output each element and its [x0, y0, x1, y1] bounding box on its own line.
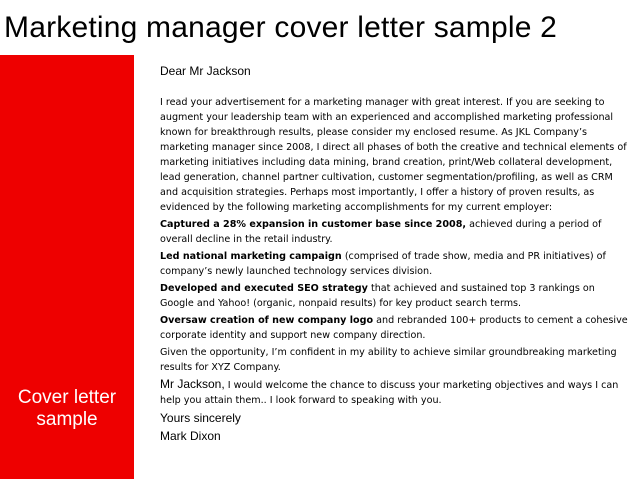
signoff: Yours sincerely [160, 411, 241, 425]
accomplishment-highlight: Led national marketing campaign [160, 251, 342, 262]
page-title: Marketing manager cover letter sample 2 [4, 11, 558, 44]
letter-body [160, 63, 628, 444]
accomplishment-highlight: Oversaw creation of new company logo [160, 315, 374, 326]
accomplishment-highlight: Captured a 28% expansion in customer base since 2008, [160, 219, 467, 230]
intro-paragraph: I read your advertisement for a marketing manager with great interest. If you are seeking to augment your leadership team with an experienced and accomplished marketing professional known for breakthrough results, please consider my enclosed resume. As JKL Company’s marketing manager since 2008, I direct all phases of both the creative and technical elements of marketing initiatives including data mining, brand creation, print/Web collateral development, lead generation, channel partner cultivation, customer segmentation/profiling, as well as CRM and acquisition strategies. Perhaps most importantly, I offer a history of proven results, as evidenced by the following marketing accomplishments for my current employer: [160, 97, 627, 213]
accomplishment-item [160, 217, 628, 247]
closing-text: I would welcome the chance to discuss your marketing objectives and ways I can help you attain them.. I look forward to speaking with you. [160, 380, 619, 406]
accomplishment-item [160, 313, 628, 343]
accomplishment-text: (comprised of trade show, media and PR initiatives) of company’s newly launched technology services division. [160, 251, 606, 277]
accomplishment-text: and rebranded 100+ products to cement a cohesive corporate identity and support new company direction. [160, 315, 628, 341]
accomplishment-highlight: Developed and executed SEO strategy [160, 283, 368, 294]
closing-paragraph [160, 377, 628, 408]
signature: Mark Dixon [160, 429, 221, 443]
greeting: Dear Mr Jackson [160, 64, 251, 78]
accomplishment-item [160, 281, 628, 311]
side-label [0, 387, 134, 431]
opportunity-paragraph: Given the opportunity, I’m confident in my ability to achieve similar groundbreaking marketing results for XYZ Company. [160, 347, 617, 373]
side-label-line-2: sample [36, 409, 98, 430]
accomplishment-text: achieved during a period of overall decline in the retail industry. [160, 219, 602, 245]
accomplishment-item [160, 249, 628, 279]
closing-addressee: Mr Jackson, [160, 377, 225, 391]
side-label-line-1: Cover letter [17, 387, 117, 408]
accomplishment-text: that achieved and sustained top 3 rankings on Google and Yahoo! (organic, nonpaid results) for key product search terms. [160, 283, 595, 309]
